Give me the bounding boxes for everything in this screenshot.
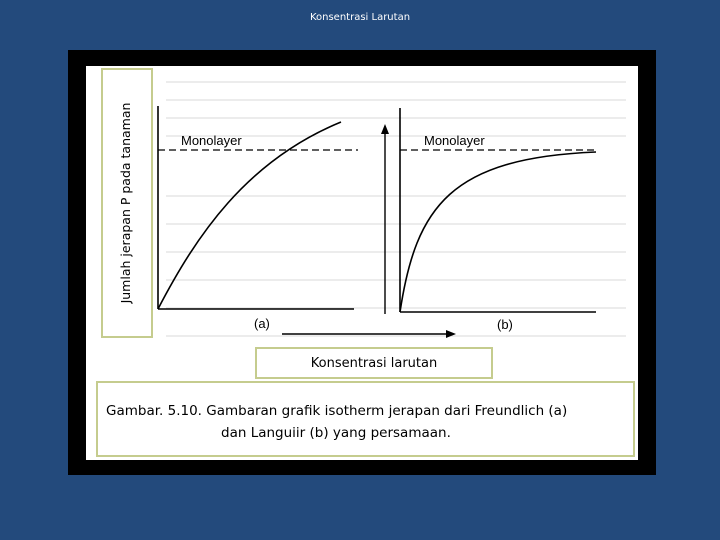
- caption-line-1: Gambar. 5.10. Gambaran grafik isotherm jerapan dari Freundlich (a): [106, 403, 568, 419]
- x-axis-label-box: Konsentrasi larutan: [255, 347, 493, 379]
- caption-line-2: dan Languiir (b) yang persamaan.: [221, 425, 451, 441]
- x-arrow-head: [446, 330, 456, 338]
- y-axis-label: Jumlah jerapan P pada tanaman: [118, 102, 133, 304]
- graph-a-panel-label: (a): [254, 316, 270, 331]
- graph-b: [400, 108, 596, 332]
- graph-arrows: [282, 124, 456, 338]
- graph-b-curve: [400, 152, 596, 312]
- background-text-texture: [166, 82, 626, 336]
- graph-b-monolayer-label: Monolayer: [424, 133, 485, 148]
- graph-a: [158, 106, 358, 331]
- figure-caption: [96, 381, 635, 457]
- y-arrow-head: [381, 124, 389, 134]
- graph-b-panel-label: (b): [497, 317, 513, 332]
- slide-title: Konsentrasi Larutan: [309, 12, 411, 23]
- graph-a-monolayer-label: Monolayer: [181, 133, 242, 148]
